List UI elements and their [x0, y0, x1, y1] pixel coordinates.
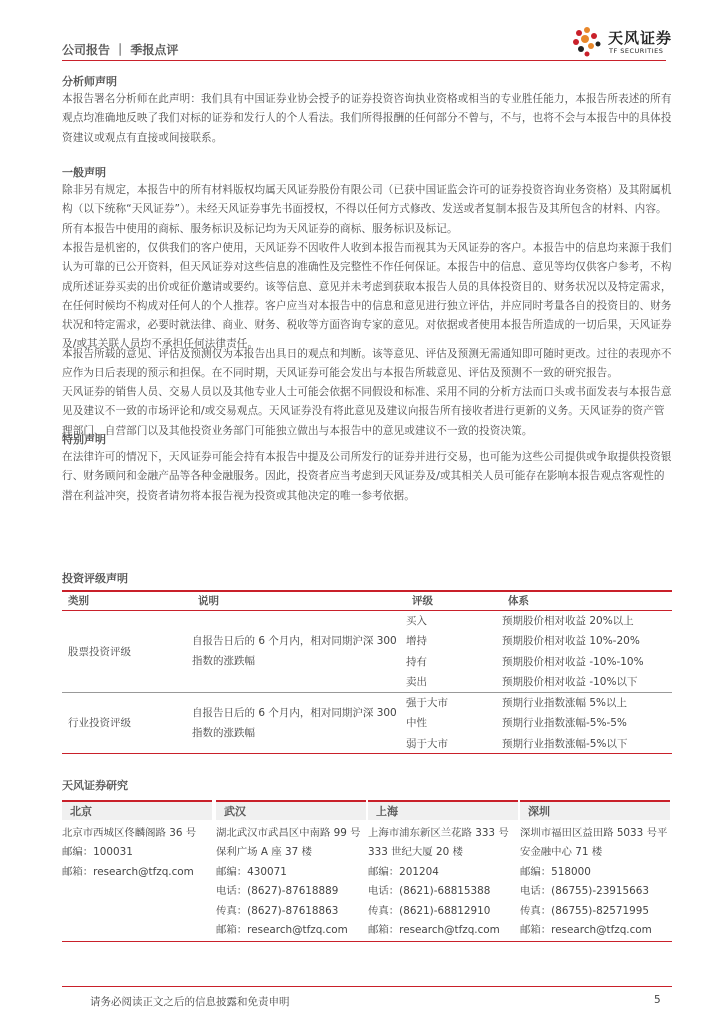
office-phone: 电话：(8621)-68815388 [368, 885, 491, 898]
office-email[interactable]: 邮箱：research@tfzq.com [62, 865, 194, 878]
stock-rating-desc: 自报告日后的 6 个月内，相对同期沪深 300 指数的涨跌幅 [192, 610, 406, 692]
office-email[interactable]: 邮箱：research@tfzq.com [520, 924, 652, 937]
rating-table [62, 590, 672, 754]
general-statement-title: 一般声明 [62, 166, 106, 179]
analyst-statement-title: 分析师声明 [62, 75, 117, 88]
system-cell: 预期行业指数涨幅-5%以下 [502, 733, 672, 754]
brand-name: 天风证券 [608, 29, 673, 47]
office-postcode: 邮编：430071 [216, 865, 287, 878]
system-cell: 预期股价相对收益 -10%-10% [502, 655, 644, 668]
office-city: 上海 [368, 800, 518, 820]
report-type-label: 公司报告 ｜ 季报点评 [62, 43, 179, 57]
grade-cell: 增持 [406, 635, 427, 648]
office-address: 上海市浦东新区兰花路 333 号 333 世纪大厦 20 楼 [368, 827, 509, 859]
office-email[interactable]: 邮箱：research@tfzq.com [216, 924, 348, 937]
general-statement-p2: 本报告是机密的，仅供我们的客户使用，天风证券不因收件人收到本报告而视其为天风证券的客户。本报告中的信息均来源于我们认为可靠的已公开资料，但天风证券对这些信息的准确性及完整性不作任何保证。本报告中的信息、意见等均仅供客户参考，不构成所述证券买卖的出价或征价邀请或要约。该等信息、意见并未考虑到获取本报告人员的具体投资目的、财务状况以及特定需求，在任何时候均不构成对任何人的个人推荐。客户应当对本报告中的信息和意见进行独立评估，并应同时考量各自的投资目的、财务状况和特定需求，必要时就法律、商业、财务、税收等方面咨询专家的意见。对依据或者使用本报告所造成的一切后果，天风证券及/或其关联人员均不承担任何法律责任。 [62, 242, 672, 351]
grade-cell: 持有 [406, 655, 427, 668]
system-cell: 预期股价相对收益 20%以上 [502, 615, 634, 627]
office-city: 深圳 [520, 800, 670, 820]
office-address: 湖北武汉市武昌区中南路 99 号保利广场 A 座 37 楼 [216, 827, 361, 859]
system-cell: 预期股价相对收益 -10%以下 [502, 672, 672, 693]
office-shenzhen [520, 800, 670, 940]
table-row [62, 610, 672, 631]
grade-cell: 强于大市 [406, 697, 448, 709]
office-phone: 电话：(86755)-23915663 [520, 885, 649, 898]
office-email[interactable]: 邮箱：research@tfzq.com [368, 924, 500, 937]
grade-cell: 买入 [406, 615, 427, 627]
office-city: 武汉 [216, 800, 366, 820]
office-address: 深圳市福田区益田路 5033 号平安金融中心 71 楼 [520, 827, 668, 859]
system-cell: 预期行业指数涨幅-5%-5% [502, 717, 627, 730]
office-fax: 传真：(8621)-68812910 [368, 904, 491, 917]
office-address: 北京市西城区佟麟阁路 36 号 [62, 827, 197, 839]
offices-bottom-divider [62, 941, 672, 942]
research-title: 天风证券研究 [62, 779, 128, 792]
rating-header-desc: 说明 [192, 591, 406, 610]
general-statement-p4: 天风证券的销售人员、交易人员以及其他专业人士可能会依据不同假设和标准、采用不同的分析方法而口头或书面发表与本报告意见及建议不一致的市场评论和/或交易观点。天风证券没有将此意见及建议向报告所有接收者进行更新的义务。天风证券的资产管理部门、自营部门以及其他投资业务部门可能独立做出与本报告中的意见或建议不一致的投资决策。 [62, 386, 672, 437]
office-fax: 传真：(8627)-87618863 [216, 904, 339, 917]
office-wuhan [216, 800, 366, 940]
office-beijing [62, 800, 212, 882]
grade-cell: 中性 [406, 717, 427, 730]
rating-header-grade: 评级 [406, 591, 502, 610]
industry-rating-category: 行业投资评级 [62, 692, 192, 754]
rating-header-category: 类别 [62, 591, 192, 610]
special-statement-text: 在法律许可的情况下，天风证券可能会持有本报告中提及公司所发行的证券并进行交易，也可能为这些公司提供或争取提供投资银行、财务顾问和金融产品等各种金融服务。因此，投资者应当考虑到天风证券及/或其相关人员可能存在影响本报告观点客观性的潜在利益冲突，投资者请勿将本报告视为投资或其他决定的唯一参考依据。 [62, 451, 672, 502]
system-cell: 预期行业指数涨幅 5%以上 [502, 697, 627, 709]
brand-subtitle: TF SECURITIES [609, 47, 664, 55]
office-phone: 电话：(8627)-87618889 [216, 885, 339, 898]
table-row [62, 692, 672, 713]
office-shanghai [368, 800, 518, 940]
rating-header-system: 体系 [502, 591, 672, 610]
general-statement-p1: 除非另有规定，本报告中的所有材料版权均属天风证券股份有限公司（已获中国证监会许可的证券投资咨询业务资格）及其附属机构（以下统称“天风证券”）。未经天风证券事先书面授权，不得以任何方式修改、发送或者复制本报告及其所包含的材料、内容。所有本报告中使用的商标、服务标识及标记均为天风证券的商标、服务标识及标记。 [62, 184, 672, 235]
grade-cell: 卖出 [406, 672, 502, 693]
grade-cell: 弱于大市 [406, 733, 502, 754]
footer-divider [62, 986, 672, 987]
office-fax: 传真：(86755)-82571995 [520, 904, 649, 917]
general-statement-p3: 本报告所载的意见、评估及预测仅为本报告出具日的观点和判断。该等意见、评估及预测无需通知即可随时更改。过往的表现亦不应作为日后表现的预示和担保。在不同时期，天风证券可能会发出与本报告所载意见、评估及预测不一致的研究报告。 [62, 348, 672, 380]
footer-disclaimer: 请务必阅读正文之后的信息披露和免责申明 [90, 996, 290, 1008]
page-number: 5 [654, 994, 661, 1006]
office-postcode: 邮编：518000 [520, 865, 591, 878]
system-cell: 预期股价相对收益 10%-20% [502, 635, 640, 648]
header-divider [62, 60, 666, 61]
rating-title: 投资评级声明 [62, 572, 128, 585]
analyst-statement-text: 本报告署名分析师在此声明：我们具有中国证券业协会授予的证券投资咨询执业资格或相当的专业胜任能力，本报告所表述的所有观点均准确地反映了我们对标的证券和发行人的个人看法。我们所得报酬的任何部分不曾与，不与，也将不会与本报告中的具体投资建议或观点有直接或间接联系。 [62, 93, 672, 144]
industry-rating-desc: 自报告日后的 6 个月内，相对同期沪深 300 指数的涨跌幅 [192, 692, 406, 754]
stock-rating-category: 股票投资评级 [62, 610, 192, 692]
special-statement-title: 特别声明 [62, 433, 106, 446]
office-postcode: 邮编：201204 [368, 865, 439, 878]
office-postcode: 邮编：100031 [62, 846, 133, 859]
office-city: 北京 [62, 800, 212, 820]
